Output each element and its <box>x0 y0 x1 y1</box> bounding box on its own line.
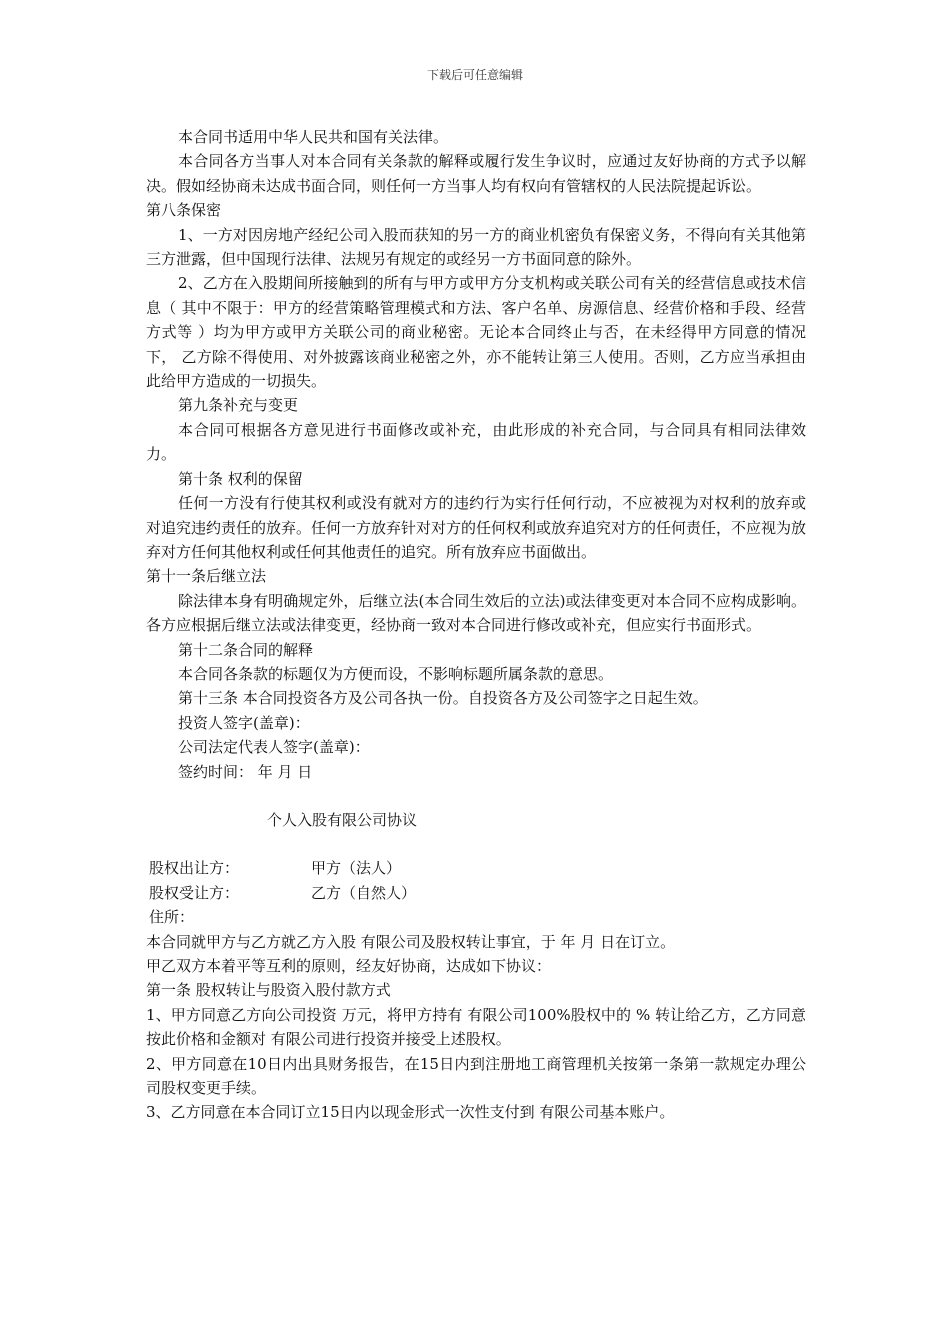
signature-date: 签约时间： 年 月 日 <box>178 762 313 781</box>
article-9-title: 第九条补充与变更 <box>178 396 299 415</box>
transferor-value: 甲方（法人） <box>311 859 402 878</box>
article-1-item-3: 3、乙方同意在本合同订立15日内以现金形式一次性支付到 有限公司基本账户。 <box>146 1103 675 1122</box>
agreement-title: 个人入股有限公司协议 <box>267 810 418 829</box>
document-body <box>146 125 806 1125</box>
transferee-value: 乙方（自然人） <box>311 883 417 902</box>
paragraph-applicable-law: 本合同书适用中华人民共和国有关法律。 <box>178 128 449 146</box>
article-8-clause-2: 2、乙方在入股期间所接触到的所有与甲方或甲方分支机构或关联公司有关的经营信息或技术信息（ 其中不限于：甲方的经营策略管理模式和方法、客户名单、房源信息、经营价格和手段、经营方式等 ）均为甲方或甲方关联公司的商业秘密。无论本合同终止与否，在未经得甲方同意的情况下， 乙方除不得使用、对外披露该商业秘密之外，亦不能转让第三人使用。否则，乙方应当承担由此给甲方造成的一切损失。 <box>146 274 806 391</box>
article-11-title: 第十一条后继立法 <box>146 567 267 586</box>
article-1-title: 第一条 股权转让与股资入股付款方式 <box>146 981 391 1000</box>
article-13-text: 第十三条 本合同投资各方及公司各执一份。自投资各方及公司签字之日起生效。 <box>178 689 708 708</box>
transferee-row <box>146 881 806 905</box>
transferee-label: 股权受让方： <box>149 883 240 902</box>
transferor-label: 股权出让方： <box>149 859 240 878</box>
article-1-item-1: 1、甲方同意乙方向公司投资 万元，将甲方持有 有限公司100%股权中的 % 转让给乙方，乙方同意按此价格和金额对 有限公司进行投资并接受上述股权。 <box>146 1005 806 1049</box>
agreement-principle: 甲乙双方本着平等互利的原则，经友好协商，达成如下协议： <box>146 957 552 975</box>
transferor-row <box>146 856 806 880</box>
article-8-title: 第八条保密 <box>146 201 222 220</box>
agreement-intro: 本合同就甲方与乙方就乙方入股 有限公司及股权转让事宜，于 年 月 日在订立。 <box>146 932 676 951</box>
article-10-text: 任何一方没有行使其权利或没有就对方的违约行为实行任何行动，不应被视为对权利的放弃或对追究违约责任的放弃。任何一方放弃针对对方的任何权利或放弃追究对方的任何责任，不应视为放弃对方任何其他权利或任何其他责任的追究。所有放弃应书面做出。 <box>146 494 807 561</box>
article-11-text: 除法律本身有明确规定外，后继立法(本合同生效后的立法)或法律变更对本合同不应构成影响。各方应根据后继立法或法律变更，经协商一致对本合同进行修改或补充，但应实行书面形式。 <box>146 591 806 635</box>
article-10-title: 第十条 权利的保留 <box>178 469 303 488</box>
signature-legal-rep: 公司法定代表人签字(盖章)： <box>178 738 370 757</box>
article-12-text: 本合同各条款的标题仅为方便而设，不影响标题所属条款的意思。 <box>178 664 614 683</box>
signature-investor: 投资人签字(盖章)： <box>178 713 310 732</box>
article-1-item-2: 2、甲方同意在10日内出具财务报告，在15日内到注册地工商管理机关按第一条第一款规定办理公司股权变更手续。 <box>146 1054 806 1098</box>
page-header-note: 下载后可任意编辑 <box>426 68 523 82</box>
article-8-clause-1: 1、一方对因房地产经纪公司入股而获知的另一方的商业机密负有保密义务，不得向有关其他第三方泄露，但中国现行法律、法规另有规定的或经另一方书面同意的除外。 <box>146 225 806 269</box>
article-12-title: 第十二条合同的解释 <box>178 640 314 659</box>
article-9-text: 本合同可根据各方意见进行书面修改或补充，由此形成的补充合同，与合同具有相同法律效力。 <box>146 420 806 464</box>
paragraph-dispute-resolution: 本合同各方当事人对本合同有关条款的解释或履行发生争议时，应通过友好协商的方式予以解决。假如经协商未达成书面合同，则任何一方当事人均有权向有管辖权的人民法院提起诉讼。 <box>146 152 806 195</box>
address-label: 住所： <box>149 908 195 927</box>
